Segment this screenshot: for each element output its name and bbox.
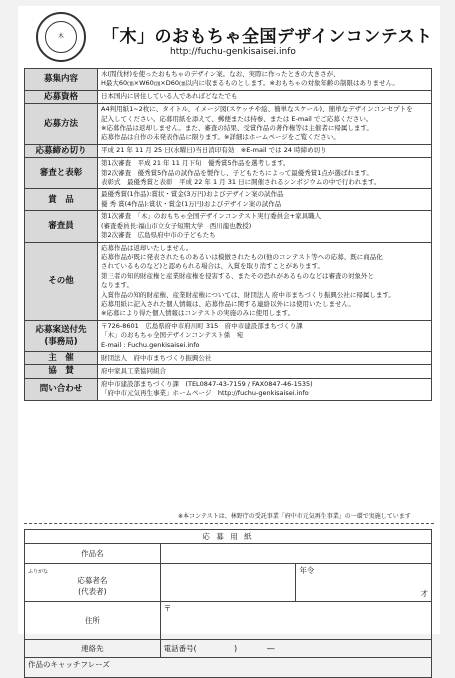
info-line: 「府中市元気再生事業」ホームページ http://fuchu-genkisaisei.info: [101, 389, 309, 398]
footnote: ※本コンテストは、林野庁の受託事業「府中市元気再生事業」の一環で実施しています: [178, 513, 411, 520]
info-line: (審査委員長:福山市立女子短期大学 西川龍也教授): [101, 221, 252, 230]
info-row: [25, 352, 432, 365]
address-label: 住所: [25, 602, 161, 640]
representative-label: (代表者): [78, 587, 107, 596]
info-line: 第1次審査 「木」のおもちゃ全国デザインコンテスト実行委員会+家具職人: [101, 212, 322, 221]
info-row-label: 問い合わせ: [25, 378, 98, 400]
application-form: [24, 529, 432, 678]
info-row-label: 協 賛: [25, 365, 98, 378]
website-url[interactable]: http://fuchu-genkisaisei.info: [170, 47, 296, 57]
age-label: 年令: [299, 566, 315, 575]
info-row-label: 賞 品: [25, 189, 98, 211]
info-line: 最優秀賞(1作品):賞状・賞金(3万円)およびデザイン案の試作品: [101, 190, 284, 199]
applicant-name-label: 応募者名: [77, 576, 108, 585]
info-row-content: [98, 104, 432, 145]
info-row-label: 募集内容: [25, 69, 98, 91]
flyer-page: [18, 6, 440, 669]
info-line: 表彰式 最優秀賞と表彰 平成 22 年 1 月 31 日に開催されるシンポジウムの中で行われます。: [101, 178, 381, 186]
info-line: 第2次審査 広島県府中市の子どもたち: [101, 231, 216, 240]
postal-mark: 〒: [163, 604, 172, 613]
info-row: [25, 189, 432, 211]
info-row-content: [98, 90, 432, 103]
info-line: なります。: [101, 281, 133, 290]
info-row-content: [98, 189, 432, 211]
info-row: [25, 242, 432, 320]
info-row-label: 審査と表彰: [25, 158, 98, 189]
info-line: 財団法人 府中市まちづくり振興公社: [101, 353, 212, 362]
info-row: [25, 211, 432, 242]
info-row-content: [98, 158, 432, 189]
info-row-content: [98, 365, 432, 378]
info-line: 第2次審査 優秀賞5作品の試作品を製作し、子どもたちによって最優秀賞1点が選ばれます。: [101, 168, 373, 177]
info-row-content: [98, 378, 432, 400]
info-line: 府中市建設部まちづくり課 (TEL0847-43-7159 / FAX0847-46-1535): [101, 379, 313, 388]
info-row-label: 応募資格: [25, 90, 98, 103]
info-line: 優 秀 賞(4作品):賞状・賞金(1万円)およびデザイン案の試作品: [101, 199, 282, 208]
info-line: 平成 21 年 11 月 25 日(水曜日)当日消印有効 ※E-mail では 24 時締め切り: [101, 146, 327, 155]
info-row-label: その他: [25, 242, 98, 320]
info-row-content: [98, 242, 432, 320]
contact-label: 連絡先: [25, 640, 161, 658]
info-row-label: 応募締め切り: [25, 144, 98, 157]
info-row: [25, 365, 432, 378]
info-line: 応募作品は返却いたしません。: [101, 243, 193, 252]
info-row: [25, 320, 432, 351]
applicant-label: [25, 564, 161, 602]
info-line: 府中家具工業協同組合: [101, 366, 166, 375]
info-line: ※応募作品は返却しません。また、審査の結果、受賞作品の著作権等は主催者に帰属します。: [101, 124, 373, 132]
info-row: [25, 69, 432, 91]
furigana-label: ふりがな: [28, 569, 49, 575]
age-field[interactable]: [296, 564, 432, 602]
info-row-label: 応募方法: [25, 104, 98, 145]
info-line: 木(間伐材)を使ったおもちゃのデザイン案。なお、実際に作ったときの大きさが、: [101, 70, 340, 78]
info-row: [25, 378, 432, 400]
info-line: A4判用紙1~2枚に、タイトル、イメージ図(スケッチや絵、簡単なスケール)、簡単なデザインコンセプトを: [101, 105, 413, 114]
info-row: [25, 104, 432, 145]
info-line: H最大60㎝×W60㎝×D60㎝以内に収まるものとします。※おもちゃの対象年齢の制限はありません。: [101, 79, 399, 88]
header: [18, 6, 440, 68]
info-line: 第三者の知的財産権と産業財産権を侵害する、またその恐れがあるものなどは審査の対象外と: [101, 271, 374, 280]
info-line: 〒726-8601 広島県府中市府川町 315 府中市建設部まちづくり課: [101, 321, 303, 330]
info-row: [25, 158, 432, 189]
info-row-content: [98, 352, 432, 365]
info-row: [25, 90, 432, 103]
phone-label: 電話番号( ) ―: [163, 644, 275, 653]
address-field[interactable]: [160, 602, 431, 640]
work-name-label: 作品名: [25, 544, 161, 564]
info-line: E-mail : Fuchu.genkisaisei.info: [101, 340, 200, 349]
age-unit: 才: [420, 589, 428, 598]
info-line: されているものなど)と認められる場合は、入賞を取り消すことがあります。: [101, 262, 325, 271]
info-line: 第1次審査 平成 21 年 11 月下旬 優秀賞5作品を選考します。: [101, 159, 290, 168]
page-title: 「木」のおもちゃ全国デザインコンテスト: [102, 27, 433, 47]
info-line: 応募作品は自作の未発表作品に限ります。※詳細はホームページをご覧ください。: [101, 133, 340, 142]
info-line: 日本国内に居住している人であればどなたでも: [101, 92, 238, 101]
info-row-content: [98, 69, 432, 91]
info-row: [25, 144, 432, 157]
info-line: ※応募により得た個人情報はコンテストの実施のみに使用します。: [101, 309, 295, 318]
catchphrase-field[interactable]: [25, 658, 432, 678]
logo-seal: [36, 12, 86, 62]
info-row-label: 主 催: [25, 352, 98, 365]
info-line: 応募用紙に記入された個人情報は、応募作品に関する連絡以外には使用いたしません。: [101, 300, 355, 309]
info-table: [24, 68, 432, 401]
phone-field[interactable]: [160, 640, 431, 658]
info-row-content: [98, 144, 432, 157]
info-row-label: 応募案送付先 (事務局): [25, 320, 98, 351]
info-row-label: 審査員: [25, 211, 98, 242]
info-line: 入賞作品の知的財産権、産業財産権については、財団法人 府中市まちづくり振興公社に帰属します。: [101, 290, 395, 299]
form-title: 応 募 用 紙: [25, 530, 432, 544]
catchphrase-label: 作品のキャッチフレーズ: [28, 660, 110, 669]
info-line: 記入してください。応募用紙を添えて、郵便または持参、または E-mail でご応募ください。: [101, 114, 373, 123]
info-row-content: [98, 320, 432, 351]
info-line: 「木」のおもちゃ全国デザインコンテスト係 宛: [101, 331, 244, 340]
cut-line: [24, 523, 434, 524]
logo-seal-inner: 木: [45, 21, 77, 53]
info-row-content: [98, 211, 432, 242]
applicant-name-field[interactable]: [160, 564, 296, 602]
work-name-field[interactable]: [160, 544, 431, 564]
info-line: 応募作品が既に発表されたものあるいは模倣されたもの(他のコンテスト等への応募、既に商品化: [101, 252, 383, 261]
